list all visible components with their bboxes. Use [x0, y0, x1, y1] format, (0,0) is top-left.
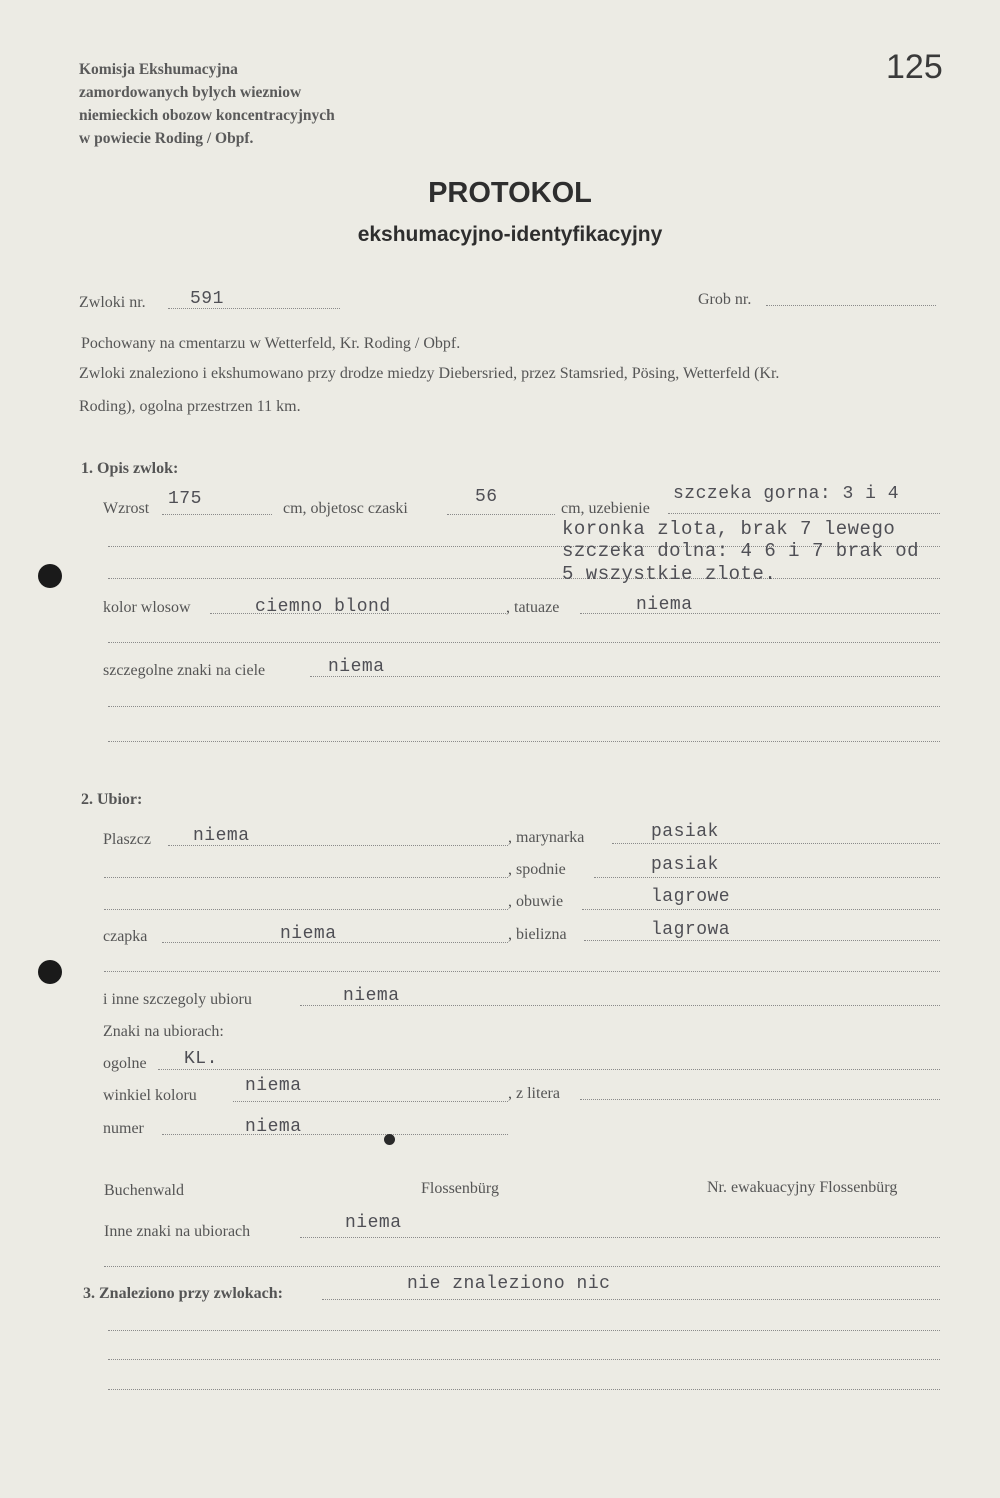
winkiel-line [233, 1101, 508, 1102]
wlosy-value: ciemno blond [255, 597, 391, 617]
marynarka-value: pasiak [651, 822, 719, 842]
wlosy-label: kolor wlosow [103, 599, 191, 616]
blank-line-g [104, 1266, 940, 1267]
litera-line [580, 1099, 940, 1100]
czaszka-line [447, 514, 555, 515]
blank-line-a [108, 642, 940, 643]
header-line-1: Komisja Ekshumacyjna [79, 61, 238, 78]
inne-znaki-value: niema [345, 1213, 402, 1233]
wzrost-line [162, 514, 272, 515]
ogolne-label: ogolne [103, 1055, 147, 1072]
uzebienie-value-4: 5 wszystkie zlote. [562, 563, 777, 585]
nr-ewakuacyjny-label: Nr. ewakuacyjny Flossenbürg [707, 1179, 898, 1196]
section-2-heading: 2. Ubior: [81, 791, 143, 808]
numer-line [162, 1134, 508, 1135]
section-3-heading: 3. Znaleziono przy zwlokach: [83, 1285, 283, 1302]
tatuaze-line [580, 613, 940, 614]
blank-line-j [108, 1389, 940, 1390]
page-number: 125 [886, 48, 943, 86]
numer-label: numer [103, 1120, 144, 1137]
inne-znaki-line [300, 1237, 940, 1238]
plaszcz-value: niema [193, 826, 250, 846]
blank-line-f [104, 971, 940, 972]
section-1-heading: 1. Opis zwlok: [81, 460, 179, 477]
uzebienie-line-1 [668, 513, 940, 514]
section-3-value: nie znaleziono nic [407, 1274, 611, 1294]
blank-line-b [108, 706, 940, 707]
znaleziono-line-1: Zwloki znaleziono i ekshumowano przy drodze miedzy Diebersried, przez Stamsried, Pösing, Wetterfeld (Kr. [79, 365, 780, 382]
bielizna-value: lagrowa [651, 920, 731, 940]
znaleziono-line-2: Roding), ogolna przestrzen 11 km. [79, 398, 301, 415]
cm-czaszka-label: cm, objetosc czaski [283, 500, 408, 517]
pochowany-text: Pochowany na cmentarzu w Wetterfeld, Kr. Roding / Obpf. [81, 335, 461, 352]
obuwie-line [582, 909, 940, 910]
section-3-line [322, 1299, 940, 1300]
blank-line-c [108, 741, 940, 742]
winkiel-label: winkiel koloru [103, 1087, 197, 1104]
ogolne-line [158, 1069, 940, 1070]
plaszcz-label: Plaszcz [103, 831, 151, 848]
inne-szczegoly-label: i inne szczegoly ubioru [103, 991, 252, 1008]
document-subtitle: ekshumacyjno-identyfikacyjny [357, 223, 663, 246]
bielizna-line [584, 940, 940, 941]
header-line-3: niemieckich obozow koncentracyjnych [79, 107, 335, 124]
wzrost-label: Wzrost [103, 500, 150, 517]
marynarka-label: , marynarka [508, 829, 585, 846]
zwloki-label: Zwloki nr. [79, 294, 146, 311]
obuwie-label: , obuwie [508, 893, 564, 910]
spodnie-value: pasiak [651, 855, 719, 875]
obuwie-value: lagrowe [651, 887, 731, 907]
spodnie-label: , spodnie [508, 861, 566, 878]
znaki-ciele-label: szczegolne znaki na ciele [103, 662, 266, 679]
buchenwald-label: Buchenwald [104, 1182, 184, 1199]
numer-value: niema [245, 1117, 302, 1137]
inne-znaki-label: Inne znaki na ubiorach [104, 1223, 251, 1240]
header-line-2: zamordowanych bylych wiezniow [79, 84, 302, 101]
czapka-label: czapka [103, 928, 148, 945]
winkiel-value: niema [245, 1076, 302, 1096]
czapka-value: niema [280, 924, 337, 944]
punch-hole-bottom [38, 960, 62, 984]
wzrost-value: 175 [168, 489, 202, 509]
zwloki-value: 591 [190, 289, 224, 309]
document-title: PROTOKOL [428, 177, 592, 209]
header-line-4: w powiecie Roding / Obpf. [79, 130, 254, 147]
czaszka-value: 56 [475, 487, 498, 507]
uzebienie-value-2: koronka zlota, brak 7 lewego [562, 518, 896, 540]
ogolne-value: KL. [184, 1049, 218, 1069]
punch-hole-top [38, 564, 62, 588]
uzebienie-line-3 [108, 578, 940, 579]
cm-uzebienie-label: cm, uzebienie [561, 500, 650, 517]
litera-label: , z litera [508, 1085, 560, 1102]
tatuaze-value: niema [636, 595, 693, 615]
blank-line-d [104, 877, 508, 878]
znaki-ciele-line [310, 676, 940, 677]
grob-label: Grob nr. [698, 291, 752, 308]
bielizna-label: , bielizna [508, 926, 567, 943]
ink-spot [384, 1134, 395, 1145]
uzebienie-value-1: szczeka gorna: 3 i 4 [673, 484, 900, 504]
inne-szczegoly-value: niema [343, 986, 400, 1006]
znaki-ubiorach-label: Znaki na ubiorach: [103, 1023, 224, 1040]
spodnie-line [594, 877, 940, 878]
blank-line-h [108, 1330, 940, 1331]
blank-line-e [104, 909, 508, 910]
znaki-ciele-value: niema [328, 657, 385, 677]
tatuaze-label: , tatuaze [506, 599, 560, 616]
marynarka-line [612, 843, 940, 844]
flossenburg-label: Flossenbürg [421, 1180, 499, 1197]
grob-line [766, 305, 936, 306]
uzebienie-value-3: szczeka dolna: 4 6 i 7 brak od [562, 540, 920, 562]
blank-line-i [108, 1359, 940, 1360]
